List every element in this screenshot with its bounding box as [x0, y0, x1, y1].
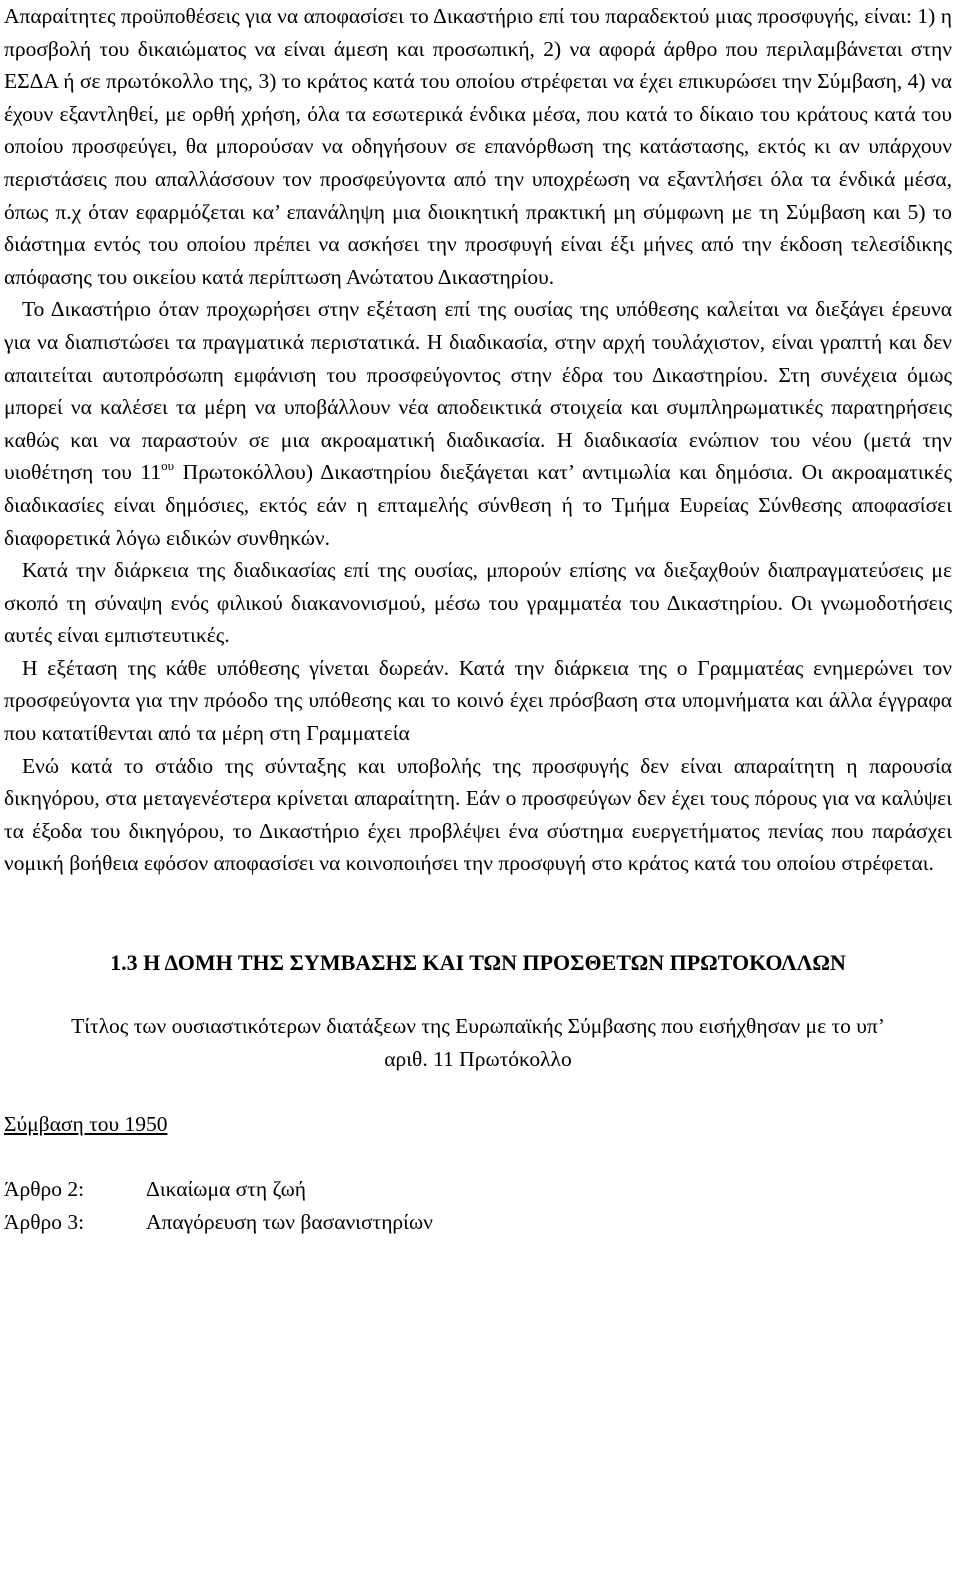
- paragraph-merits-text-end: Πρωτοκόλλου) Δικαστηρίου διεξάγεται κατ’ αντιμωλία και δημόσια. Οι ακροαματικές διαδικασίες είναι δημόσιες, εκτός εάν η επταμελής σύνθεση ή το Τμήμα Ευρείας Σύνθεσης αποφασίσει διαφορετικά λόγω ειδικών συνθηκών.: [4, 460, 952, 550]
- article-number: Άρθρο 2:: [4, 1177, 85, 1202]
- list-spacer: [4, 1141, 952, 1173]
- document-page: [4, 0, 952, 1239]
- convention-label: Σύμβαση του 1950: [4, 1112, 168, 1137]
- heading-spacer: [4, 979, 952, 1010]
- paragraph-friendly-settlement: Κατά την διάρκεια της διαδικασίας επί της ουσίας, μπορούν επίσης να διεξαχθούν διαπραγματεύσεις με σκοπό τη σύναψη ενός φιλικού διακανονισμού, μέσω του γραμματέα του Δικαστηρίου. Οι γνωμοδοτήσεις αυτές είναι εμπιστευτικές.: [4, 558, 952, 648]
- article-title: Δικαίωμα στη ζωή: [146, 1177, 306, 1202]
- section-subtitle: Τίτλος των ουσιαστικότερων διατάξεων της Ευρωπαϊκής Σύμβασης που εισήχθησαν με το υπ’ αριθ. 11 Πρωτόκολλο: [71, 1014, 885, 1072]
- paragraph-free-examination: Η εξέταση της κάθε υπόθεσης γίνεται δωρεάν. Κατά την διάρκεια της ο Γραμματέας ενημερώνει τον προσφεύγοντα για την πρόοδο της υπόθεσης και το κοινό έχει πρόσβαση στα υπομνήματα και άλλα έγγραφα που κατατίθενται από τα μέρη στη Γραμματεία: [4, 655, 952, 746]
- paragraph-merits-text-start: Το Δικαστήριο όταν προχωρήσει στην εξέταση επί της ουσίας της υπόθεσης καλείται να διεξάγει έρευνα για να διαπιστώσει τα πραγματικά περιστατικά. Η διαδικασία, στην αρχή τουλάχιστον, είναι γραπτή και δεν απαιτείται αυτοπρόσωπη εμφάνιση του προσφεύγοντος στην έδρα του Δικαστηρίου. Στη συνέχεια όμως μπορεί να καλέσει τα μέρη να υποβάλλουν νέα αποδεικτικά στοιχεία και συμπληρωματικές παρατηρήσεις καθώς και να παραστούν σε μια ακροαματική διαδικασία. Η διαδικασία ενώπιον του νέου (μετά την υιοθέτηση του 11: [4, 297, 952, 485]
- paragraph-merits-procedure: [4, 293, 952, 554]
- paragraph-legal-aid: Ενώ κατά το στάδιο της σύνταξης και υποβολής της προσφυγής δεν είναι απαραίτητη η παρουσία δικηγόρου, στα μεταγενέστερα κρίνεται απαραίτητη. Εάν ο προσφεύγων δεν έχει τους πόρους για να καλύψει τα έξοδα του δικηγόρου, το Δικαστήριο έχει προβλέψει ένα σύστημα ευεργετήματος πενίας που παράσχει νομική βοήθεια εφόσον αποφασίσει να κοινοποιήσει την προσφυγή στο κράτος κατά του οποίου στρέφεται.: [4, 753, 952, 876]
- section-heading: 1.3 Η ΔΟΜΗ ΤΗΣ ΣΥΜΒΑΣΗΣ ΚΑΙ ΤΩΝ ΠΡΟΣΘΕΤΩΝ ΠΡΩΤΟΚΟΛΛΩΝ: [110, 950, 846, 976]
- article-title: Απαγόρευση των βασανιστηρίων: [146, 1210, 433, 1235]
- paragraph-admissibility: Απαραίτητες προϋποθέσεις για να αποφασίσει το Δικαστήριο επί του παραδεκτού μιας προσφυγής, είναι: 1) η προσβολή του δικαιώματος να είναι άμεση και προσωπική, 2) να αφορά άρθρο που περιλαμβάνεται στην ΕΣΔΑ ή σε πρωτόκολλο της, 3) το κράτος κατά του οποίου στρέφεται να έχει επικυρώσει την Σύμβαση, 4) να έχουν εξαντληθεί, με ορθή χρήση, όλα τα εσωτερικά ένδικα μέσα, που κατά το δίκαιο του κράτους κατά του οποίου προσφεύγει, θα μπορούσαν να οδηγήσουν σε επανόρθωση της κατάστασης, εκτός κι αν υπάρχουν περιστάσεις που απαλλάσσουν τον προσφεύγοντα από την υποχρέωση να εξαντλήσει όλα τα ένδικά μέσα, όπως π.χ όταν εφαρμόζεται κα’ επανάληψη μια διοικητική πρακτική μη σύμφωνη με τη Σύμβαση και 5) το διάστημα εντός του οποίου πρέπει να ασκήσει την προσφυγή είναι έξι μήνες από την έκδοση τελεσίδικης απόφασης του οικείου κατά περίπτωση Ανώτατου Δικαστηρίου.: [4, 4, 952, 289]
- subtitle-spacer: [4, 1076, 952, 1108]
- ordinal-superscript: ου: [161, 458, 175, 474]
- article-number: Άρθρο 3:: [4, 1210, 85, 1235]
- section-spacer: [4, 880, 952, 946]
- article-row: [4, 1173, 952, 1206]
- article-row: [4, 1206, 952, 1239]
